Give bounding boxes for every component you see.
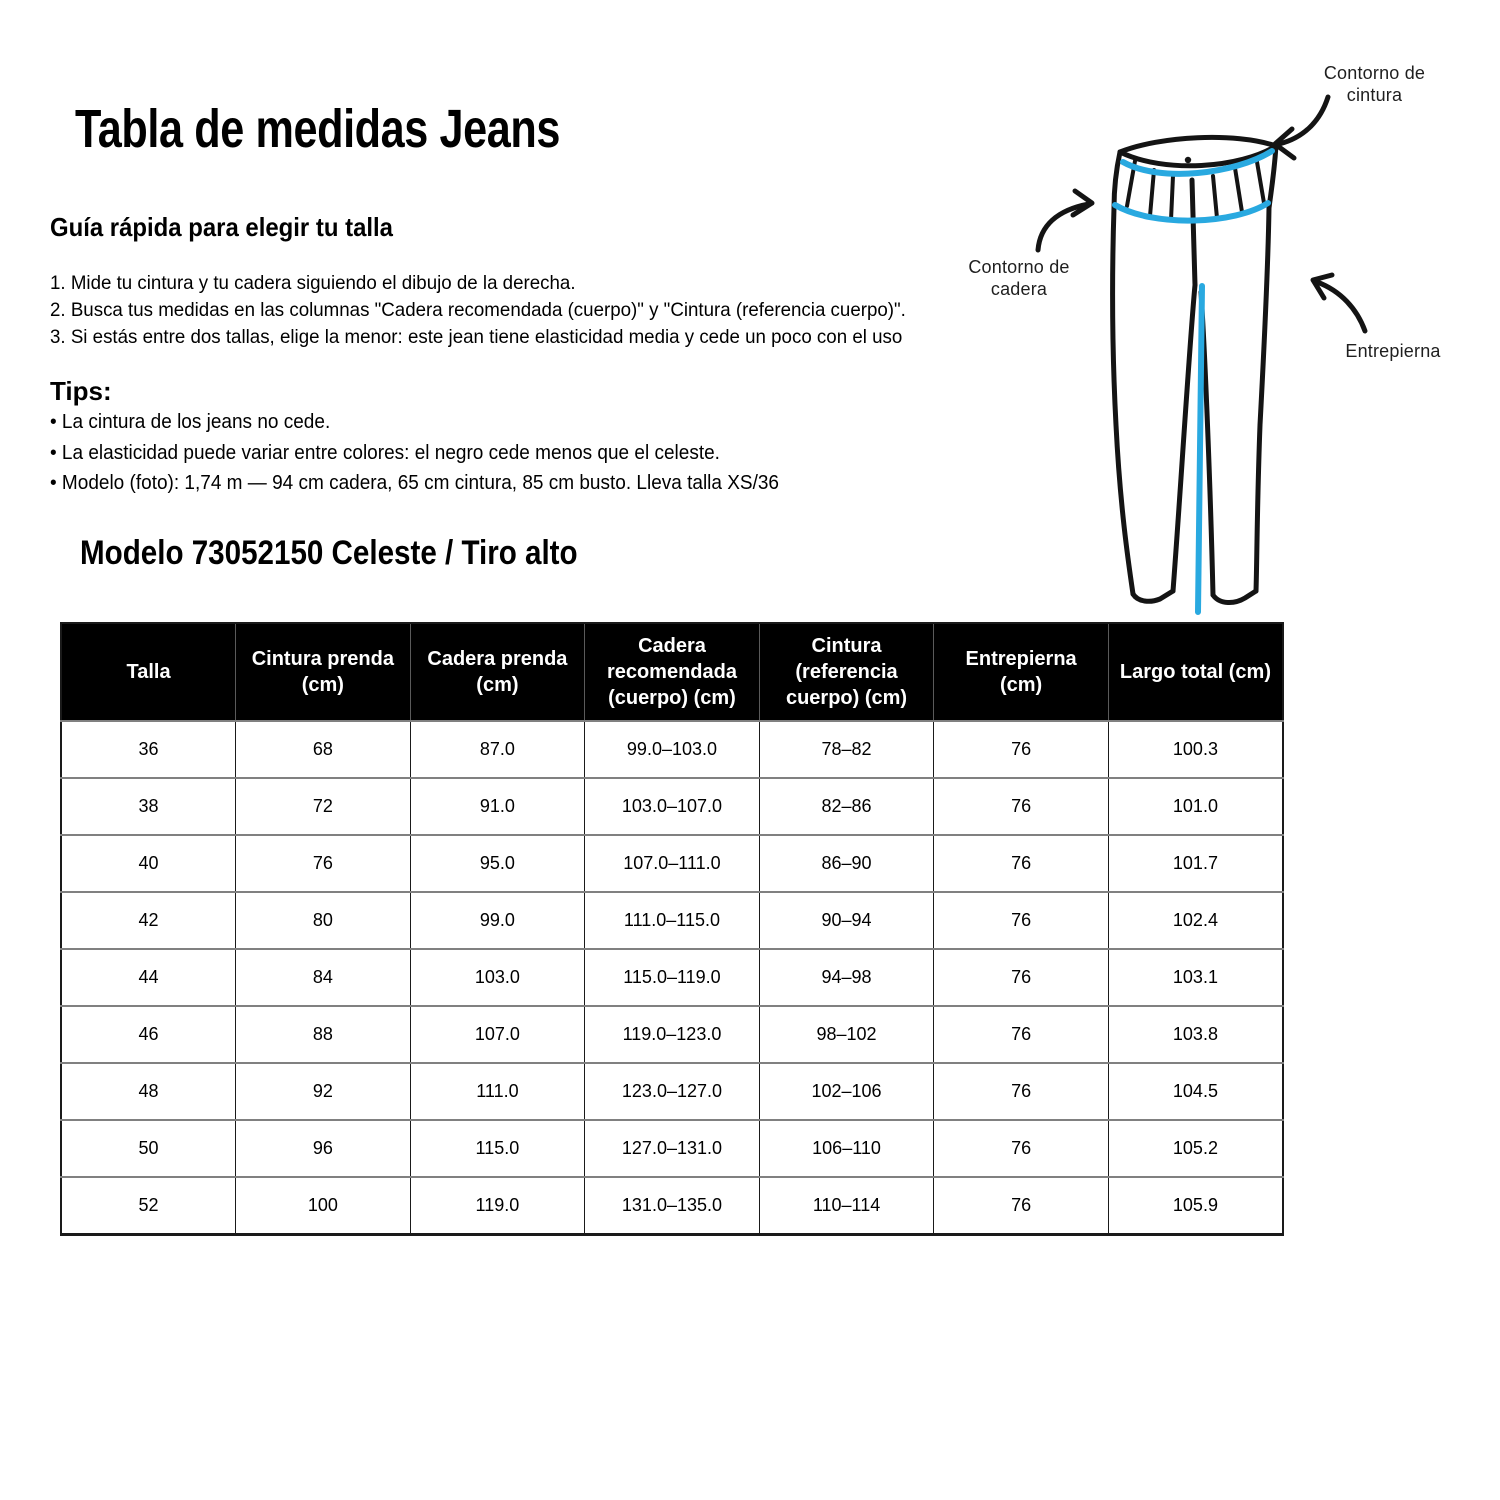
table-cell: 103.8 [1108,1006,1283,1063]
table-row [61,892,1283,949]
table-cell: 90–94 [759,892,934,949]
table-cell: 76 [934,1177,1109,1235]
table-cell: 98–102 [759,1006,934,1063]
table-cell: 115.0–119.0 [585,949,760,1006]
table-cell: 106–110 [759,1120,934,1177]
table-cell: 105.2 [1108,1120,1283,1177]
column-header: Cadera recomendada (cuerpo) (cm) [585,623,760,721]
table-row [61,1177,1283,1235]
table-cell: 80 [236,892,411,949]
inseam-arrow [1317,282,1365,331]
table-row [61,1063,1283,1120]
tip-item: • Modelo (foto): 1,74 m — 94 cm cadera, 65 cm cintura, 85 cm busto. Lleva talla XS/36 [50,472,780,494]
column-header: Cintura (referencia cuerpo) (cm) [759,623,934,721]
table-cell: 95.0 [410,835,585,892]
table-cell: 76 [934,949,1109,1006]
table-cell: 103.0–107.0 [585,778,760,835]
column-header: Entrepierna (cm) [934,623,1109,721]
table-cell: 110–114 [759,1177,934,1235]
table-row [61,1120,1283,1177]
table-cell: 76 [934,1006,1109,1063]
table-cell: 101.7 [1108,835,1283,892]
table-cell: 101.0 [1108,778,1283,835]
header-row [61,623,1283,721]
table-cell: 107.0 [410,1006,585,1063]
table-row [61,778,1283,835]
table-cell: 105.9 [1108,1177,1283,1235]
table-cell: 88 [236,1006,411,1063]
table-cell: 131.0–135.0 [585,1177,760,1235]
table-cell: 44 [61,949,236,1006]
table-cell: 42 [61,892,236,949]
table-cell: 111.0 [410,1063,585,1120]
table-cell: 72 [236,778,411,835]
table-cell: 48 [61,1063,236,1120]
tip-item: • La cintura de los jeans no cede. [50,411,331,433]
guide-heading: Guía rápida para elegir tu talla [50,212,393,242]
table-cell: 123.0–127.0 [585,1063,760,1120]
table-cell: 40 [61,835,236,892]
table-cell: 78–82 [759,721,934,778]
table-cell: 100 [236,1177,411,1235]
table-cell: 104.5 [1108,1063,1283,1120]
table-cell: 99.0 [410,892,585,949]
guide-step: 3. Si estás entre dos tallas, elige la menor: este jean tiene elasticidad media y cede un poco con el uso [50,326,903,348]
table-cell: 76 [934,721,1109,778]
table-row [61,721,1283,778]
table-cell: 115.0 [410,1120,585,1177]
table-cell: 103.0 [410,949,585,1006]
table-cell: 76 [934,1063,1109,1120]
table-cell: 119.0 [410,1177,585,1235]
table-cell: 91.0 [410,778,585,835]
guide-step: 1. Mide tu cintura y tu cadera siguiendo el dibujo de la derecha. [50,272,576,294]
jeans-illustration [945,40,1465,620]
column-header: Cintura prenda (cm) [236,623,411,721]
table-cell: 50 [61,1120,236,1177]
guide-steps [50,270,906,351]
table-cell: 38 [61,778,236,835]
table-cell: 100.3 [1108,721,1283,778]
table-row [61,835,1283,892]
page-title: Tabla de medidas Jeans [75,99,561,159]
waist-button-dot [1185,157,1191,163]
table-cell: 76 [236,835,411,892]
table-row [61,1006,1283,1063]
size-table [60,622,1284,1236]
tip-item: • La elasticidad puede variar entre colores: el negro cede menos que el celeste. [50,441,720,464]
model-heading: Modelo 73052150 Celeste / Tiro alto [80,534,578,572]
table-cell: 119.0–123.0 [585,1006,760,1063]
measurement-lines [1115,151,1272,612]
table-cell: 76 [934,778,1109,835]
table-cell: 87.0 [410,721,585,778]
table-cell: 36 [61,721,236,778]
column-header: Talla [61,623,236,721]
table-cell: 102.4 [1108,892,1283,949]
table-cell: 111.0–115.0 [585,892,760,949]
table-cell: 52 [61,1177,236,1235]
table-cell: 46 [61,1006,236,1063]
table-cell: 103.1 [1108,949,1283,1006]
table-cell: 82–86 [759,778,934,835]
table-cell: 94–98 [759,949,934,1006]
table-cell: 76 [934,835,1109,892]
waist-label: Contorno de cintura [1323,63,1426,105]
guide-step: 2. Busca tus medidas en las columnas "Cadera recomendada (cuerpo)" y "Cintura (referencia cuerpo)". [50,299,906,321]
table-cell: 102–106 [759,1063,934,1120]
inseam-measure-line [1198,286,1202,612]
tips-list [50,407,779,499]
column-header: Cadera prenda (cm) [410,623,585,721]
jeans-measurement-diagram [945,40,1465,620]
table-cell: 127.0–131.0 [585,1120,760,1177]
inseam-label: Entrepierna [1345,341,1441,361]
table-cell: 76 [934,892,1109,949]
jeans-outline [1113,137,1276,602]
table-cell: 68 [236,721,411,778]
hip-label: Contorno de cadera [968,257,1070,299]
table-cell: 86–90 [759,835,934,892]
table-cell: 99.0–103.0 [585,721,760,778]
table-row [61,949,1283,1006]
table-cell: 107.0–111.0 [585,835,760,892]
table-cell: 92 [236,1063,411,1120]
column-header: Largo total (cm) [1108,623,1283,721]
table-cell: 76 [934,1120,1109,1177]
table-cell: 84 [236,949,411,1006]
table-cell: 96 [236,1120,411,1177]
tips-heading: Tips: [50,376,112,406]
